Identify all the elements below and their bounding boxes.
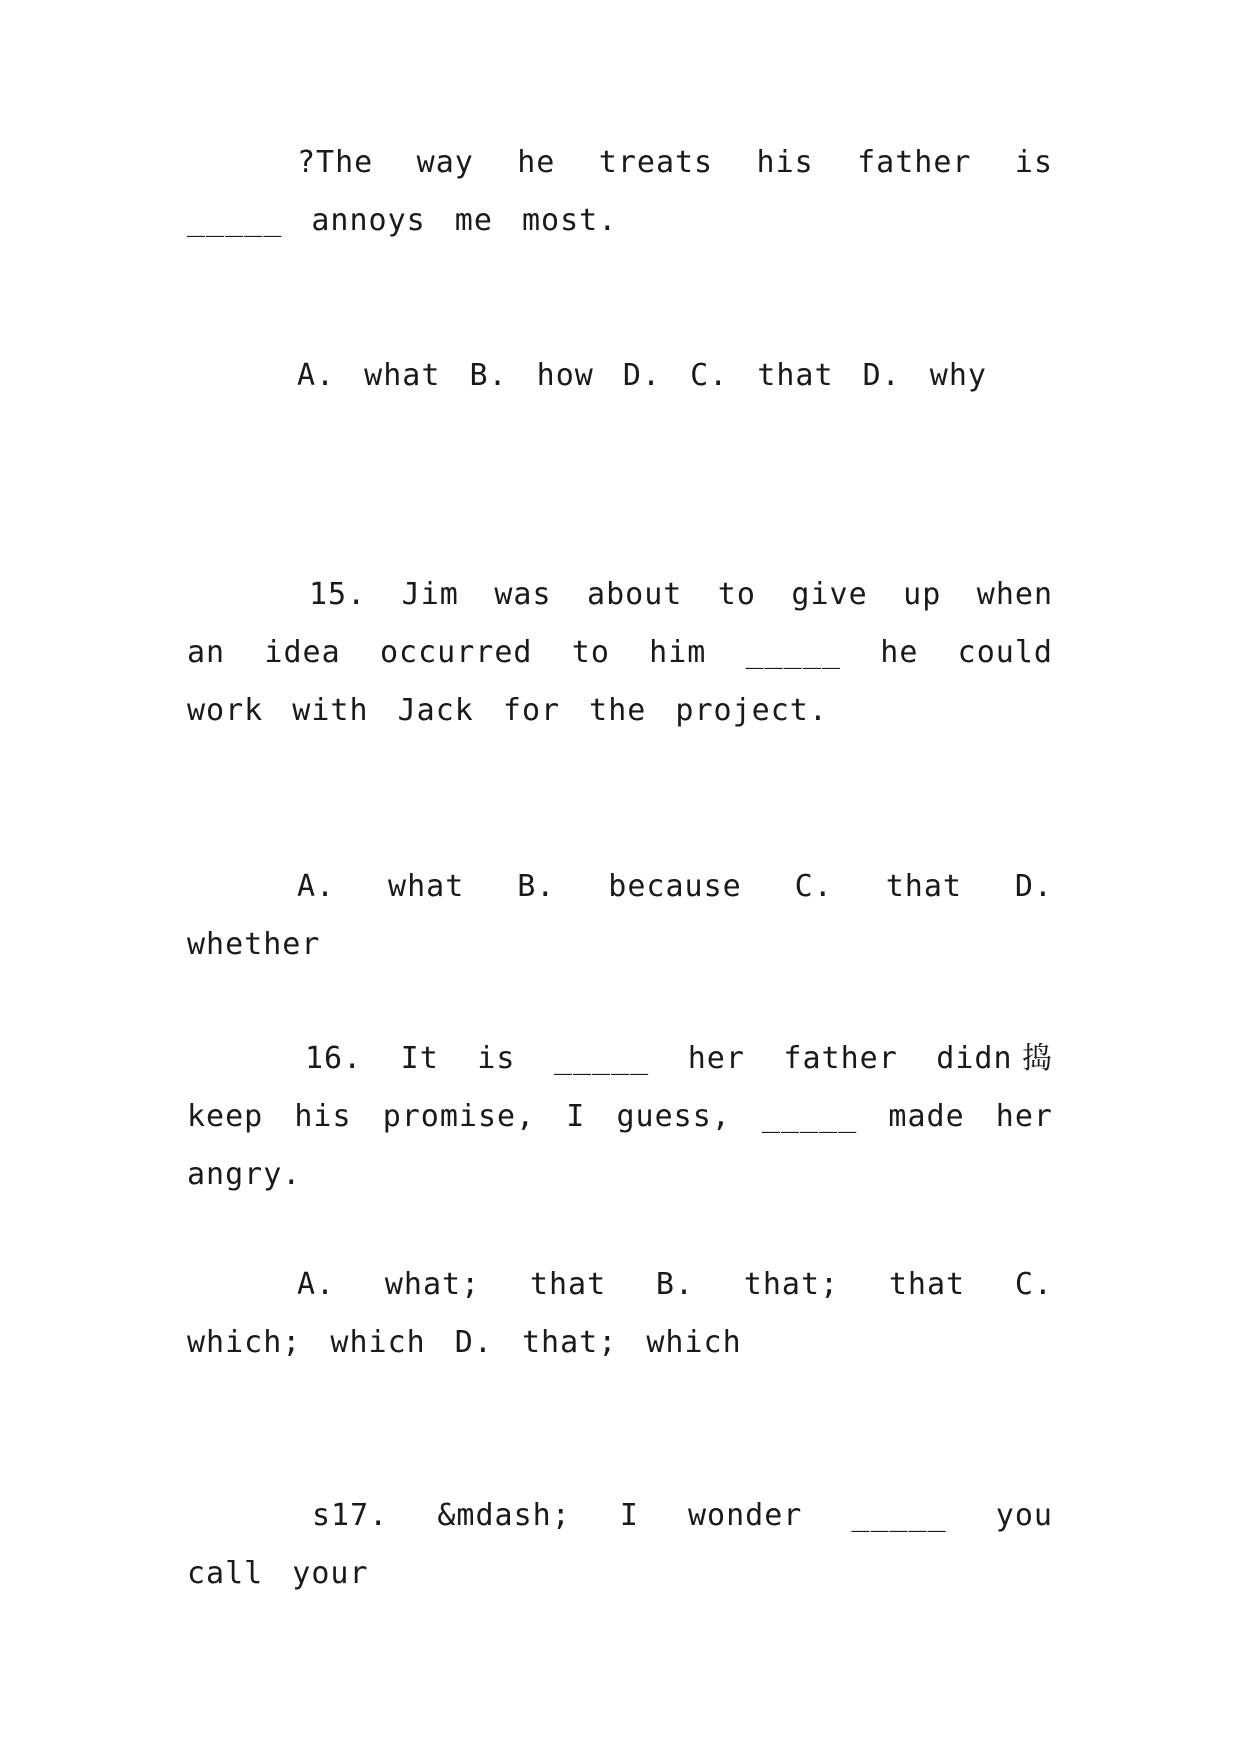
- question-17-stem: s17. &mdash; I wonder _____ you call your: [187, 1498, 1053, 1591]
- question-16-options: A. what; that B. that; that C. which; which D. that; which: [187, 1267, 1053, 1360]
- question-14-stem: ?The way he treats his father is _____ annoys me most.: [187, 145, 1053, 238]
- question-14-options: A. what B. how D. C. that D. why: [297, 358, 987, 393]
- question-15-stem: 15. Jim was about to give up when an idea occurred to him _____ he could work with Jack for the project.: [187, 577, 1053, 728]
- question-15-options: A. what B. because C. that D. whether: [187, 869, 1053, 962]
- question-16-stem: 16. It is _____ her father didn捣 keep his promise, I guess, _____ made her angry.: [187, 1041, 1053, 1192]
